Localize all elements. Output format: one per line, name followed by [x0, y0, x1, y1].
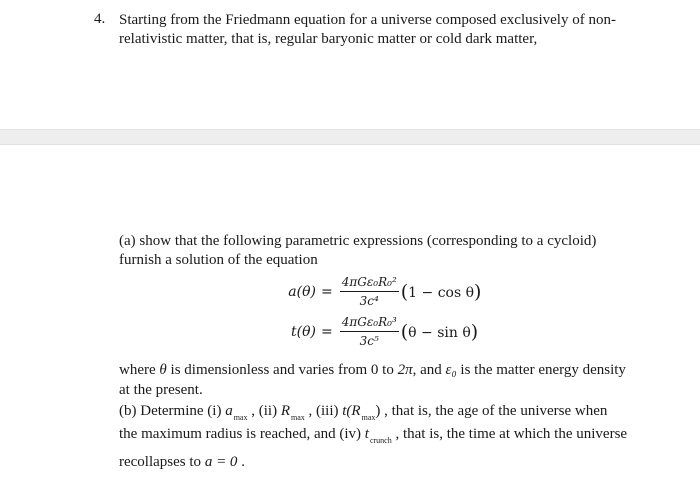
eq2-fraction [340, 314, 399, 349]
a-max-var: a [225, 403, 233, 419]
eq1-paren-content: 1 − cos θ [408, 284, 475, 301]
t-crunch-sub: crunch [369, 436, 392, 445]
eq1-equals: = [321, 283, 333, 300]
part-b-line-1 [119, 401, 659, 423]
r-max-var: R [280, 403, 290, 419]
t-crunch-var: t [364, 426, 369, 442]
where-text-4: is the matter energy density at the present. [119, 362, 626, 398]
where-text-3: , and [412, 362, 446, 378]
r-max-sub: max [290, 413, 305, 422]
part-b-line-3 [119, 454, 519, 471]
eq1-lhs: a(θ) [288, 283, 316, 300]
eq2-paren-content: θ − sin θ [408, 324, 471, 341]
part-a-text: (a) show that the following parametric expressions (corresponding to a cycloid) furnish a solution of the equation [119, 233, 597, 268]
t-rmax-pre: t(R [342, 403, 361, 419]
where-2pi: 2π [397, 362, 413, 378]
question-intro: Starting from the Friedmann equation for a universe composed exclusively of non-relativistic matter, that is, regular baryonic matter or cold dark matter, [119, 12, 616, 47]
eq1-fraction [340, 274, 399, 309]
where-epsilon: ε₀ [445, 362, 457, 378]
t-rmax-post: ) [375, 403, 381, 419]
section-divider [0, 129, 700, 145]
eq2-paren: (θ − sin θ) [400, 320, 479, 343]
part-b-prefix: (b) Determine (i) [119, 403, 226, 419]
eq2-numerator: 4πGε₀R₀³ [340, 314, 399, 332]
line2-pre: the maximum radius is reached, and (iv) [119, 426, 365, 442]
equation-t-theta [270, 314, 478, 349]
line2-post: , that is, the time at which the universe [391, 426, 628, 442]
equation-a-theta [270, 274, 481, 309]
line3-equation: a = 0 [204, 454, 238, 470]
where-text-1: where [119, 362, 160, 378]
eq1-numerator: 4πGε₀R₀² [340, 274, 399, 292]
t-rmax-sub: max [361, 413, 376, 422]
eq2-denominator: 3c⁵ [359, 334, 379, 348]
where-text-2: is dimensionless and varies from 0 to [166, 362, 398, 378]
parametric-equations [270, 274, 530, 356]
question-number: 4. [94, 11, 106, 27]
where-explanation [119, 360, 639, 400]
part-b-line-2 [119, 426, 679, 443]
where-theta: θ [159, 362, 167, 378]
part-b-after-iii: , that is, the age of the universe when [380, 403, 608, 419]
line3-post: . [237, 454, 245, 470]
eq1-denominator: 3c⁴ [359, 294, 379, 308]
a-max-sub: max [233, 413, 248, 422]
line3-pre: recollapses to [119, 454, 205, 470]
eq2-lhs: t(θ) [291, 323, 316, 340]
part-b-ii: , (ii) [247, 403, 281, 419]
part-b-iii: , (iii) [304, 403, 343, 419]
eq2-equals: = [321, 323, 333, 340]
eq1-paren: (1 − cos θ) [400, 280, 482, 303]
